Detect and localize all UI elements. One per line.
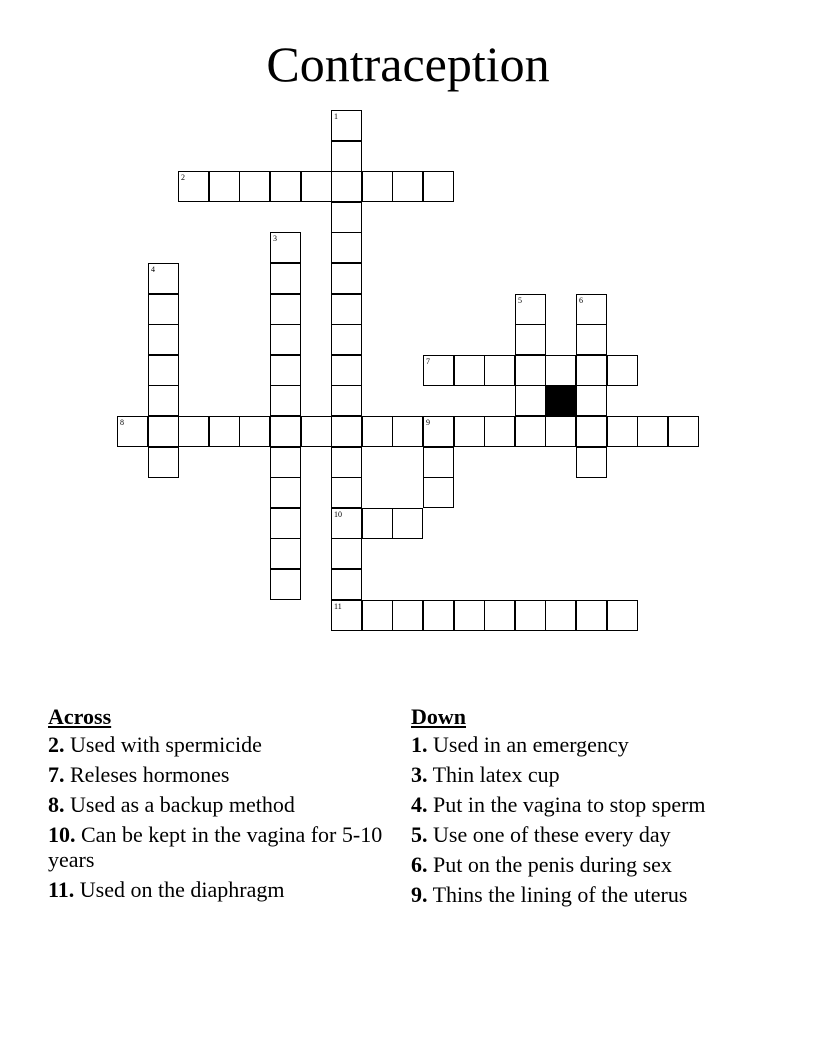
grid-cell[interactable] [392, 171, 423, 202]
grid-cell[interactable] [209, 171, 240, 202]
grid-cell[interactable] [270, 294, 301, 325]
grid-cell[interactable] [331, 355, 362, 386]
grid-cell[interactable] [178, 171, 209, 202]
across-clue: 7. Releses hormones [48, 762, 230, 787]
grid-cell[interactable] [270, 416, 301, 447]
grid-cell[interactable] [515, 385, 546, 416]
grid-cell[interactable] [331, 263, 362, 294]
clue-number: 4 [151, 265, 155, 274]
grid-cell[interactable] [423, 447, 454, 478]
grid-cell[interactable] [148, 294, 179, 325]
grid-cell[interactable] [454, 600, 485, 631]
grid-cell[interactable] [270, 477, 301, 508]
page-title: Contraception [266, 36, 550, 92]
grid-cell[interactable] [148, 385, 179, 416]
grid-cell[interactable] [270, 324, 301, 355]
across-clues [48, 702, 393, 907]
grid-cell[interactable] [454, 416, 485, 447]
grid-cell[interactable] [301, 416, 332, 447]
grid-cell[interactable] [423, 355, 454, 386]
grid-cell[interactable] [484, 355, 515, 386]
grid-cell[interactable] [331, 508, 362, 539]
grid-cell[interactable] [545, 416, 576, 447]
down-heading: Down [411, 704, 467, 729]
grid-cell[interactable] [637, 416, 668, 447]
clue-number: 3 [273, 234, 277, 243]
grid-cell[interactable] [545, 355, 576, 386]
across-clue: 11. Used on the diaphragm [48, 877, 285, 902]
grid-cell[interactable] [515, 355, 546, 386]
grid-cell[interactable] [515, 600, 546, 631]
grid-cell[interactable] [545, 600, 576, 631]
grid-cell[interactable] [270, 447, 301, 478]
grid-cell[interactable] [270, 171, 301, 202]
grid-cell[interactable] [576, 324, 607, 355]
clue-number: 7 [426, 357, 430, 366]
grid-cell[interactable] [423, 477, 454, 508]
grid-cell[interactable] [239, 416, 270, 447]
grid-cell[interactable] [484, 600, 515, 631]
grid-cell[interactable] [576, 600, 607, 631]
grid-cell[interactable] [270, 569, 301, 600]
grid-cell[interactable] [515, 324, 546, 355]
grid-cell[interactable] [331, 447, 362, 478]
grid-cell[interactable] [454, 355, 485, 386]
grid-cell[interactable] [362, 600, 393, 631]
grid-cell[interactable] [331, 202, 362, 233]
grid-cell[interactable] [392, 508, 423, 539]
clue-number: 2 [181, 173, 185, 182]
grid-cell[interactable] [423, 171, 454, 202]
grid-cell[interactable] [148, 447, 179, 478]
grid-cell[interactable] [362, 508, 393, 539]
grid-cell[interactable] [331, 294, 362, 325]
across-clue: 8. Used as a backup method [48, 792, 295, 817]
grid-cell[interactable] [270, 232, 301, 263]
down-clue: 5. Use one of these every day [411, 822, 671, 847]
grid-cell[interactable] [515, 416, 546, 447]
grid-cell[interactable] [331, 416, 362, 447]
grid-cell[interactable] [148, 263, 179, 294]
grid-cell[interactable] [423, 416, 454, 447]
down-clue: 1. Used in an emergency [411, 732, 629, 757]
grid-cell[interactable] [392, 600, 423, 631]
grid-cell[interactable] [301, 171, 332, 202]
grid-cell[interactable] [576, 294, 607, 325]
down-clue: 4. Put in the vagina to stop sperm [411, 792, 706, 817]
grid-cell[interactable] [362, 171, 393, 202]
down-clue: 9. Thins the lining of the uterus [411, 882, 688, 907]
grid-cell[interactable] [423, 600, 454, 631]
grid-cell[interactable] [576, 385, 607, 416]
grid-cell[interactable] [270, 508, 301, 539]
across-clue: 10. Can be kept in the vagina for 5-10 years [48, 822, 383, 872]
down-clue: 3. Thin latex cup [411, 762, 560, 787]
grid-cell[interactable] [148, 324, 179, 355]
across-heading: Across [48, 704, 112, 729]
grid-cell[interactable] [270, 385, 301, 416]
grid-cell[interactable] [270, 263, 301, 294]
grid-cell[interactable] [148, 355, 179, 386]
grid-cell[interactable] [148, 416, 179, 447]
grid-cell[interactable] [239, 171, 270, 202]
grid-cell[interactable] [270, 538, 301, 569]
grid-cell[interactable] [209, 416, 240, 447]
grid-cell[interactable] [607, 600, 638, 631]
grid-cell[interactable] [576, 355, 607, 386]
grid-cell[interactable] [484, 416, 515, 447]
grid-cell[interactable] [607, 416, 638, 447]
grid-cell[interactable] [331, 385, 362, 416]
clue-number: 5 [518, 296, 522, 305]
clue-number: 6 [579, 296, 583, 305]
clue-number: 9 [426, 418, 430, 427]
grid-cell[interactable] [668, 416, 699, 447]
grid-cell[interactable] [331, 141, 362, 172]
grid-cell[interactable] [331, 171, 362, 202]
clue-number: 10 [334, 510, 342, 519]
black-cell [545, 385, 576, 416]
grid-cell[interactable] [117, 416, 148, 447]
grid-cell[interactable] [331, 600, 362, 631]
grid-cell[interactable] [331, 110, 362, 141]
grid-cell[interactable] [576, 447, 607, 478]
grid-cell[interactable] [362, 416, 393, 447]
grid-cell[interactable] [331, 232, 362, 263]
grid-cell[interactable] [515, 294, 546, 325]
down-clues [411, 702, 751, 912]
grid-cell[interactable] [607, 355, 638, 386]
grid-cell[interactable] [392, 416, 423, 447]
clue-number: 1 [334, 112, 338, 121]
grid-cell[interactable] [331, 538, 362, 569]
grid-cell[interactable] [576, 416, 607, 447]
grid-cell[interactable] [331, 324, 362, 355]
grid-cell[interactable] [331, 569, 362, 600]
clue-number: 11 [334, 602, 342, 611]
grid-cell[interactable] [178, 416, 209, 447]
down-clue: 6. Put on the penis during sex [411, 852, 672, 877]
grid-cell[interactable] [270, 355, 301, 386]
clue-number: 8 [120, 418, 124, 427]
grid-cell[interactable] [331, 477, 362, 508]
across-clue: 2. Used with spermicide [48, 732, 262, 757]
